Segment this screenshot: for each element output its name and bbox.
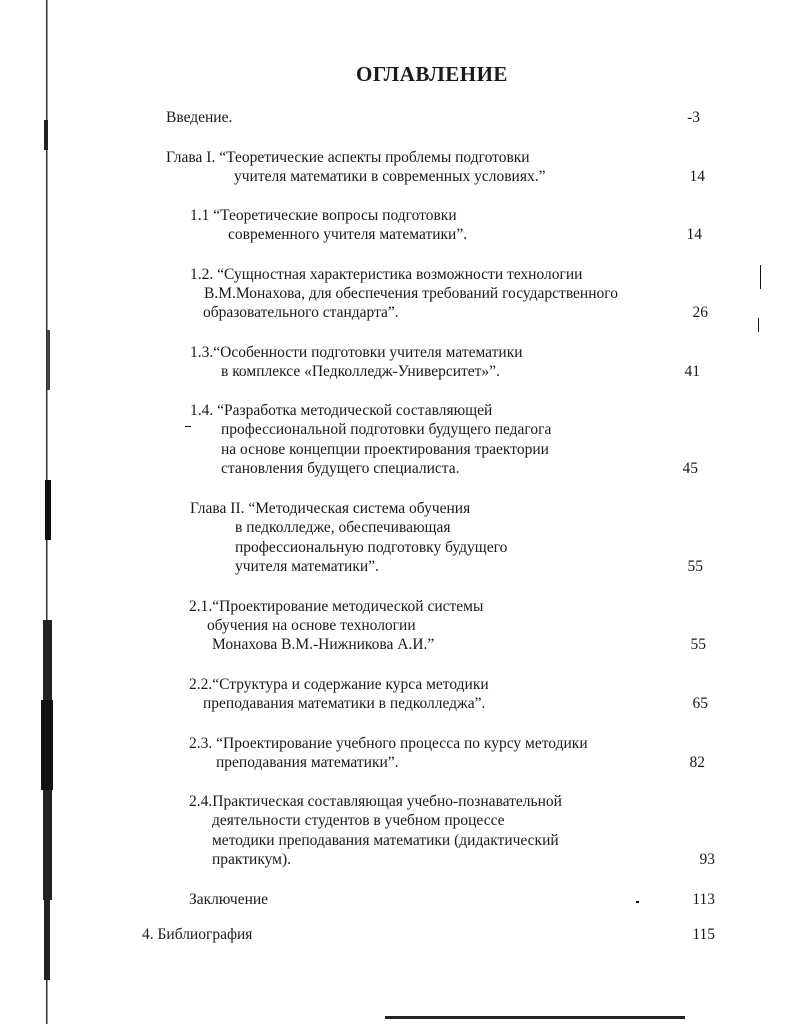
toc-entry-5-page: 45 [682,460,698,477]
scan-bottom-rule [385,1016,685,1019]
toc-entry-10-line-0: 2.4.Практическая составляющая учебно-познавательной [189,793,562,810]
scan-speck [758,318,759,332]
toc-entry-8-line-0: 2.2.“Структура и содержание курса методики [189,676,489,693]
toc-entry-9-page: 82 [689,754,705,771]
toc-entry-0-page: -3 [687,109,700,126]
toc-entry-7-line-2: Монахова В.М.-Нижникова А.И.” [212,636,435,653]
toc-entry-1-page: 14 [689,168,705,185]
toc-entry-8-page: 65 [692,695,708,712]
toc-entry-9-line-0: 2.3. “Проектирование учебного процесса по курсу методики [189,735,588,752]
scan-speck [636,901,639,903]
toc-entry-6-line-0: Глава II. “Методическая система обучения [190,500,471,517]
toc-entry-12-page: 115 [692,926,715,943]
toc-entry-8-line-1: преподавания математики в педколледжа”. [203,695,486,712]
toc-entry-7-page: 55 [690,636,706,653]
toc-entry-11-page: 113 [692,891,715,908]
toc-entry-9-line-1: преподавания математики”. [216,754,399,771]
toc-entry-10-line-2: методики преподавания математики (дидактический [212,832,559,849]
toc-entry-1-line-0: Глава I. “Теоретические аспекты проблемы подготовки [166,149,530,166]
toc-entry-4-line-0: 1.3.“Особенности подготовки учителя математики [190,344,523,361]
toc-entry-4-page: 41 [684,363,700,380]
toc-entry-3-line-0: 1.2. “Сущностная характеристика возможности технологии [190,266,583,283]
toc-entry-1-line-1: учителя математики в современных условиях.” [234,168,546,185]
toc-entry-3-line-1: В.М.Монахова, для обеспечения требований государственного [204,285,618,302]
toc-entry-10-line-3: практикум). [212,851,292,868]
toc-entry-4-line-1: в комплексе «Педколледж-Университет»”. [221,363,500,380]
scan-edge-artifact [38,0,56,1024]
toc-entry-3-line-2: образовательного стандарта”. [203,304,399,321]
scan-speck [760,265,761,289]
toc-entry-2-page: 14 [686,226,702,243]
toc-entry-0-line-0: Введение. [166,109,233,126]
toc-entry-2-line-1: современного учителя математики”. [228,226,468,243]
toc-entry-10-line-1: деятельности студентов в учебном процессе [212,812,505,829]
toc-entry-6-line-3: учителя математики”. [235,558,379,575]
toc-entry-2-line-0: 1.1 “Теоретические вопросы подготовки [190,207,457,224]
toc-entry-7-line-0: 2.1.“Проектирование методической системы [189,598,484,615]
toc-entry-6-page: 55 [687,558,703,575]
toc-entry-12-line-0: 4. Библиография [142,926,253,943]
toc-entry-11-line-0: Заключение [189,891,269,908]
toc-entry-3-page: 26 [692,304,708,321]
toc-entry-7-line-1: обучения на основе технологии [207,617,416,634]
page-title: ОГЛАВЛЕНИЕ [356,62,508,86]
toc-entry-6-line-2: профессиональную подготовку будущего [235,539,508,556]
toc-entry-6-line-1: в педколледже, обеспечивающая [235,519,451,536]
toc-entry-10-page: 93 [699,851,715,868]
toc-entry-5-line-3: становления будущего специалиста. [221,460,460,477]
toc-entry-5-line-2: на основе концепции проектирования траектории [221,441,549,458]
scan-speck [185,426,191,427]
toc-entry-5-line-0: 1.4. “Разработка методической составляющей [190,402,493,419]
toc-entry-5-line-1: профессиональной подготовки будущего педагога [221,421,552,438]
